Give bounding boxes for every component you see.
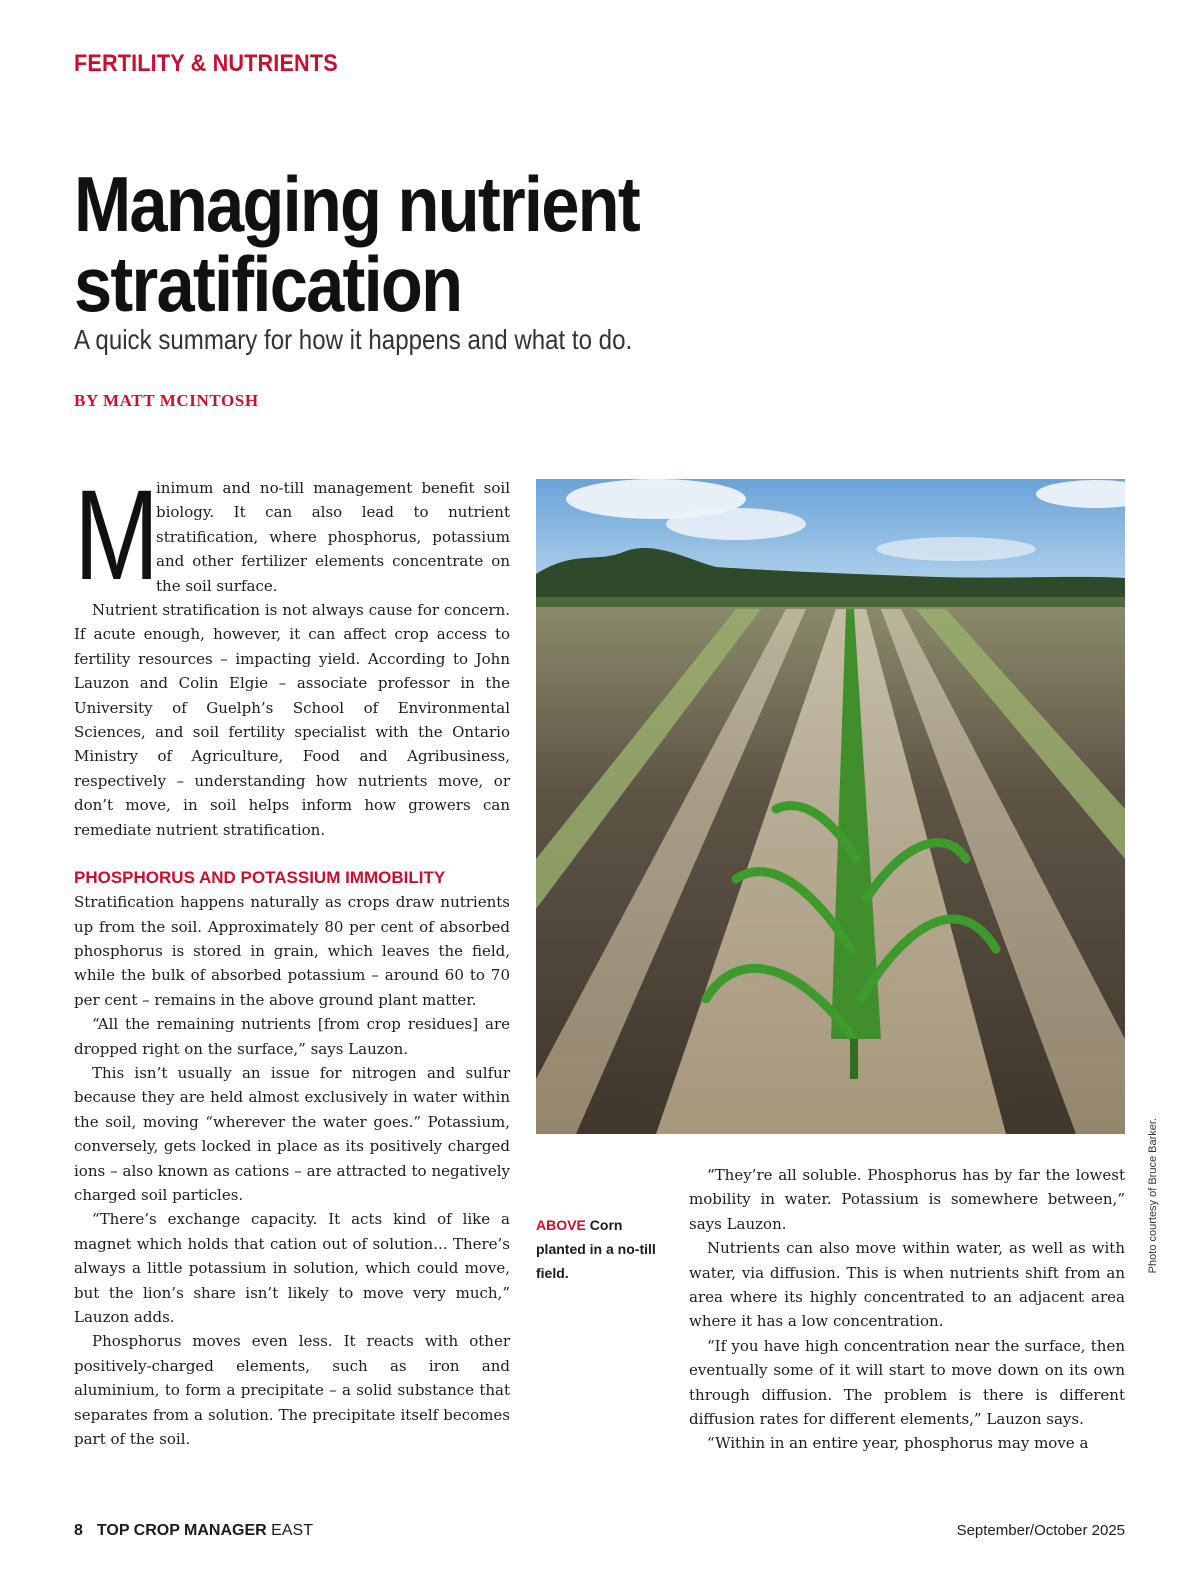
- headline-line-2: stratification: [74, 240, 462, 328]
- caption-text: Corn planted in a no-till field.: [536, 1217, 656, 1281]
- byline: BY MATT MCINTOSH: [74, 391, 259, 410]
- body-paragraph: “If you have high concentration near the surface, then eventually some of it will start to move down on its own through diffusion. The problem is there is different diffusion rates for different elements,” Lauzon says.: [689, 1336, 1125, 1429]
- page-footer: [74, 1522, 313, 1540]
- caption-kicker: ABOVE: [536, 1217, 586, 1233]
- body-paragraph: Nutrients can also move within water, as well as with water, via diffusion. This is when nutrients shift from an area where its highly concentrated to an adjacent area where it has a low concentration.: [689, 1239, 1125, 1331]
- subheading: PHOSPHORUS AND POTASSIUM IMMOBILITY: [74, 868, 446, 888]
- body-paragraph: “All the remaining nutrients [from crop residues] are dropped right on the surface,” says Lauzon.: [74, 1015, 510, 1058]
- photo-caption: [536, 1213, 666, 1285]
- body-paragraph: [74, 464, 510, 607]
- body-column-left: [74, 464, 510, 1451]
- issue-date: September/October 2025: [956, 1522, 1125, 1539]
- body-column-right: [689, 1163, 1125, 1456]
- photo-credit: [1147, 963, 1159, 1274]
- magazine-edition: EAST: [271, 1522, 313, 1539]
- article-deck: A quick summary for how it happens and what to do.: [74, 324, 633, 355]
- magazine-name: TOP CROP MANAGER: [96, 1522, 267, 1539]
- section-label: FERTILITY & NUTRIENTS: [74, 50, 338, 77]
- body-paragraph: Phosphorus moves even less. It reacts with other positively-charged elements, such as iron and aluminium, to form a precipitate – a solid substance that separates from a solution. The precipitate itself becomes part of the soil.: [74, 1332, 510, 1449]
- body-text: inimum and no-till management benefit soil biology. It can also lead to nutrient stratification, where phosphorus, potassium and other fertilizer elements concentrate on the soil surface.: [156, 479, 510, 595]
- headline-line-1: Managing nutrient: [74, 160, 639, 248]
- body-paragraph: This isn’t usually an issue for nitrogen and sulfur because they are held almost exclusively in water within the soil, moving “wherever the water goes.” Potassium, conversely, gets locked in place as its positively charged ions – also known as cations – are attracted to negatively charged soil particles.: [74, 1063, 510, 1204]
- body-paragraph: “Within in an entire year, phosphorus may move a: [707, 1434, 1089, 1453]
- photo-credit-text: Photo courtesy of Bruce Barker.: [1147, 1118, 1159, 1274]
- drop-cap: M: [74, 464, 160, 607]
- body-paragraph: Stratification happens naturally as crops draw nutrients up from the soil. Approximately 80 per cent of absorbed phosphorus is stored in grain, which leaves the field, while the bulk of absorbed potassium – around 60 to 70 per cent – remains in the above ground plant matter.: [74, 893, 510, 1009]
- body-paragraph: “They’re all soluble. Phosphorus has by far the lowest mobility in water. Potassium is somewhere between,” says Lauzon.: [689, 1166, 1125, 1233]
- body-paragraph: Nutrient stratification is not always cause for concern. If acute enough, however, it can affect crop access to fertility resources – impacting yield. According to John Lauzon and Colin Elgie – associate professor in the University of Guelph’s School of Environmental Sciences, and soil fertility specialist with the Ontario Ministry of Agriculture, Food and Agribusiness, respectively – understanding how nutrients move, or don’t move, in soil helps inform how growers can remediate nutrient stratification.: [74, 601, 510, 839]
- article-headline: [74, 160, 743, 328]
- corn-field-photo: [536, 479, 1125, 1134]
- body-paragraph: “There’s exchange capacity. It acts kind of like a magnet which holds that cation out of solution... There’s always a little potassium in solution, which could move, but the lion’s share isn’t likely to move very much,” Lauzon adds.: [74, 1210, 510, 1326]
- page-number: 8: [74, 1522, 83, 1539]
